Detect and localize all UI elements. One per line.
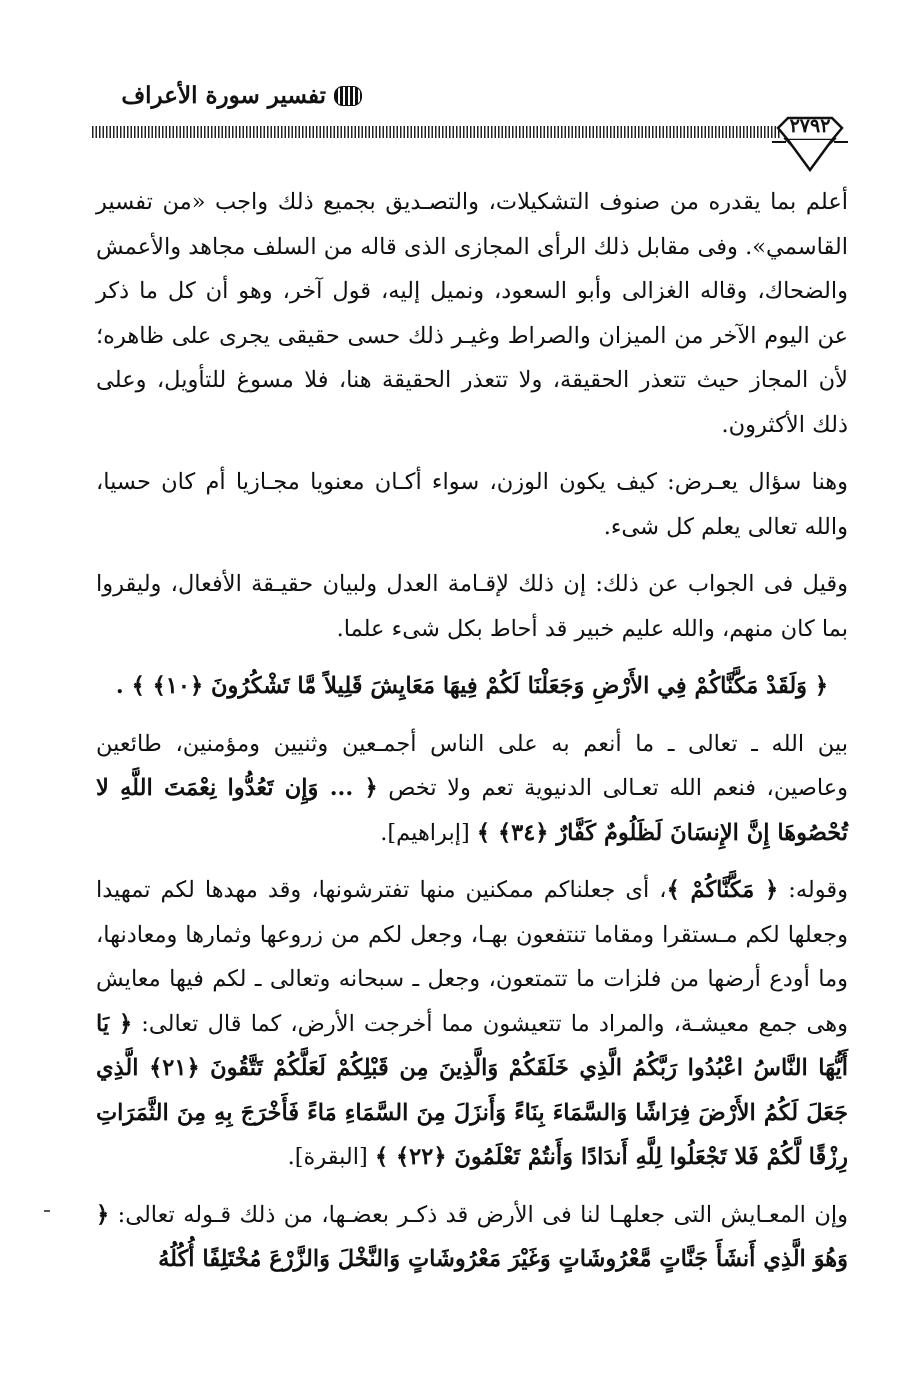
page-number-badge — [768, 98, 852, 174]
paragraph — [96, 460, 848, 549]
header-rule — [92, 126, 780, 138]
paragraph — [96, 868, 848, 1180]
body-text: وإن المعـايش التى جعلهـا لنا فى الأرض قد ذكـر بعضـها، من ذلك قـوله تعالى: — [109, 1201, 848, 1228]
body-text: بين الله ـ تعالى ـ ما أنعم به على الناس أجمـعين وثنيين ومؤمنين، طائعين وعاصين، فنعم الله تعـالى الدنيوية تعم ولا تخص — [96, 730, 848, 801]
page-header — [0, 60, 922, 170]
verse-text: ﴿ وَلَقَدْ مَكَّنَّاكُمْ فِي الأَرْضِ وَجَعَلْنَا لَكُمْ فِيهَا مَعَايِشَ قَلِيلاً مَّا تَشْكُرُونَ ﴿١٠﴾ ﴾ . — [115, 673, 829, 699]
body-text: وقوله: — [778, 877, 848, 903]
running-title-text: تفسير سورة الأعراف — [121, 82, 326, 109]
body-text: [إبراهيم]. — [380, 819, 477, 846]
verse-text: ﴿ وَهُوَ الَّذِي أَنشَأَ جَنَّاتٍ مَّعْرُوشَاتٍ وَغَيْرَ مَعْرُوشَاتٍ وَالنَّخْلَ وَالزَّرْعَ مُخْتَلِفًا أُكُلُهُ — [96, 1201, 848, 1272]
body-text: ، أى جعلناكم ممكنين منها تفترشونها، وقد مهدها لكم تمهيدا وجعلها لكم مـستقرا ومقاما تنتفعون بهـا، وجعل لكم من زروعها وثمارها ومعادنها، وما أودع أرضها من فلزات ما تتمتعون، وجعل ـ سبحانه وتعالى ـ لكم فيها معايش وهى جمع معيشـة، والمراد ما تتعيشون مما أخرجت الأرض، كما قال تعالى: — [96, 877, 848, 1037]
quran-verse — [96, 664, 848, 709]
verse-text: ﴿ يَا أَيُّهَا النَّاسُ اعْبُدُوا رَبَّكُمُ الَّذِي خَلَقَكُمْ وَالَّذِينَ مِن قَبْلِكُمْ لَعَلَّكُمْ تَتَّقُونَ ﴿٢١﴾ الَّذِي جَعَلَ لَكُمُ الأَرْضَ فِرَاشًا وَالسَّمَاءَ بِنَاءً وَأَنزَلَ مِنَ السَّمَاءِ مَاءً فَأَخْرَجَ بِهِ مِنَ الثَّمَرَاتِ رِزْقًا لَّكُمْ فَلا تَجْعَلُوا لِلَّهِ أَندَادًا وَأَنتُمْ تَعْلَمُونَ ﴿٢٢﴾ ﴾ — [96, 1010, 849, 1170]
margin-mark — [44, 1210, 50, 1212]
body-text: أعلم بما يقدره من صنوف التشكيلات، والتصـديق بجميع ذلك واجب «من تفسير القاسمي». وفى مقابل ذلك الرأى المجازى الذى قاله من السلف مجاهد والأعمش والضحاك، وقاله الغزالى وأبو السعود، ونميل إليه، قول آخر، وهو أن كل ما ذكر عن اليوم الآخر من الميزان والصراط وغيـر ذلك حسى حقيقى يجرى على ظاهره؛ لأن المجاز حيث تتعذر الحقيقة، ولا تتعذر الحقيقة هنا، فلا مسوغ للتأويل، وعلى ذلك الأكثرون. — [96, 189, 848, 438]
paragraph — [96, 562, 848, 651]
paragraph — [96, 1193, 848, 1282]
page-number: ٢٧٩٢ — [789, 115, 831, 137]
body-text: وهنا سؤال يعـرض: كيف يكون الوزن، سواء أكـان معنويا مجـازيا أم كان حسيا، والله تعالى يعلم كل شىء. — [96, 469, 848, 540]
running-title — [121, 82, 362, 109]
body-text: وقيل فى الجواب عن ذلك: إن ذلك لإقـامة العدل ولبيان حقيـقة الأفعال، وليقروا بما كان منهم، والله عليم خبير قد أحاط بكل شىء علما. — [96, 571, 848, 642]
paragraph — [96, 722, 848, 856]
verse-text: ﴿ مَكَّنَّاكُمْ ﴾ — [666, 877, 779, 903]
page-body — [96, 180, 848, 1282]
paragraph — [96, 180, 848, 447]
body-text: [البقرة]. — [287, 1144, 375, 1170]
verse-text: ﴿ ... وَإِن تَعُدُّوا نِعْمَتَ اللَّهِ لا تُحْصُوهَا إِنَّ الإِنسَانَ لَظَلُومٌ كَفَّارٌ ﴿٣٤﴾ ﴾ — [96, 775, 848, 846]
ornament-icon — [334, 86, 362, 106]
